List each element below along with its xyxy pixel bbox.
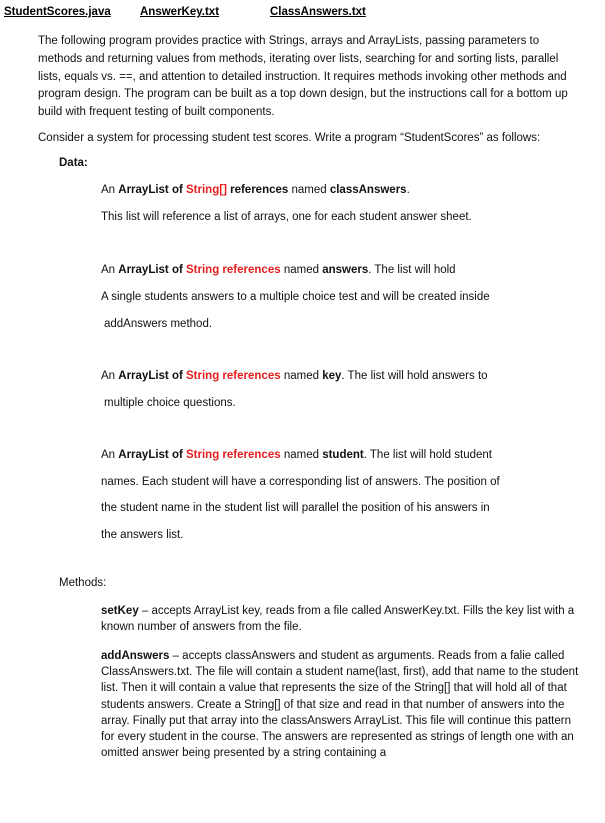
key-declaration: An ArrayList of String references named key. The list will hold answers to — [101, 370, 488, 382]
student-description-line: names. Each student will have a corresponding list of answers. The position of — [101, 476, 500, 488]
classanswers-description: This list will reference a list of arrays, one for each student answer sheet. — [101, 211, 472, 223]
setkey-method-description: setKey – accepts ArrayList key, reads from a file called AnswerKey.txt. Fills the key list with a known number of answers from the file. — [101, 605, 575, 634]
answers-description-line: addAnswers method. — [104, 318, 213, 330]
intro-paragraph: The following program provides practice with Strings, arrays and ArrayLists, passing parameters to methods and returning values from methods, iterating over lists, searching for and sorting lists, parallel lists, equals vs. ==, and attention to detailed instruction. It requires methods invoking other methods and program design. The program can be built as a top down design, but the instructions call for a bottom up build with frequent testing of built components. — [38, 35, 568, 119]
student-description-line: the student name in the student list will parallel the position of his answers in — [101, 502, 490, 514]
student-declaration: An ArrayList of String references named student. The list will hold student — [101, 449, 492, 461]
data-heading: Data: — [59, 157, 88, 169]
tab-studentscores-java[interactable]: StudentScores.java — [4, 6, 111, 18]
addanswers-method-description: addAnswers – accepts classAnswers and student as arguments. Reads from a falie called ClassAnswers.txt. The file will contain a student name(last, first), add that name to the student list. Then it will contain a value that represents the size of the String[] that will hold all of that students answers. Create a String[] of that size and read in that number of answers into the array. Finally put that array into the classAnswers ArrayList. This file will continue this pattern for every student in the course. The answers are represented as strings of length one with an omitted answer being presented by a string containing a — [101, 650, 579, 760]
methods-heading: Methods: — [59, 577, 107, 589]
answers-declaration: An ArrayList of String references named answers. The list will hold — [101, 264, 456, 276]
addanswers-method-name: addAnswers — [101, 650, 170, 662]
student-description-line: the answers list. — [101, 529, 184, 541]
classanswers-declaration: An ArrayList of String[] references named classAnswers. — [101, 184, 410, 196]
consider-paragraph: Consider a system for processing student test scores. Write a program “StudentScores” as follows: — [38, 132, 541, 144]
tab-classanswers-txt[interactable]: ClassAnswers.txt — [270, 6, 366, 18]
key-description-line: multiple choice questions. — [104, 397, 236, 409]
answers-description-line: A single students answers to a multiple choice test and will be created inside — [101, 291, 490, 303]
setkey-method-name: setKey — [101, 605, 139, 617]
tab-answerkey-txt[interactable]: AnswerKey.txt — [140, 6, 220, 18]
